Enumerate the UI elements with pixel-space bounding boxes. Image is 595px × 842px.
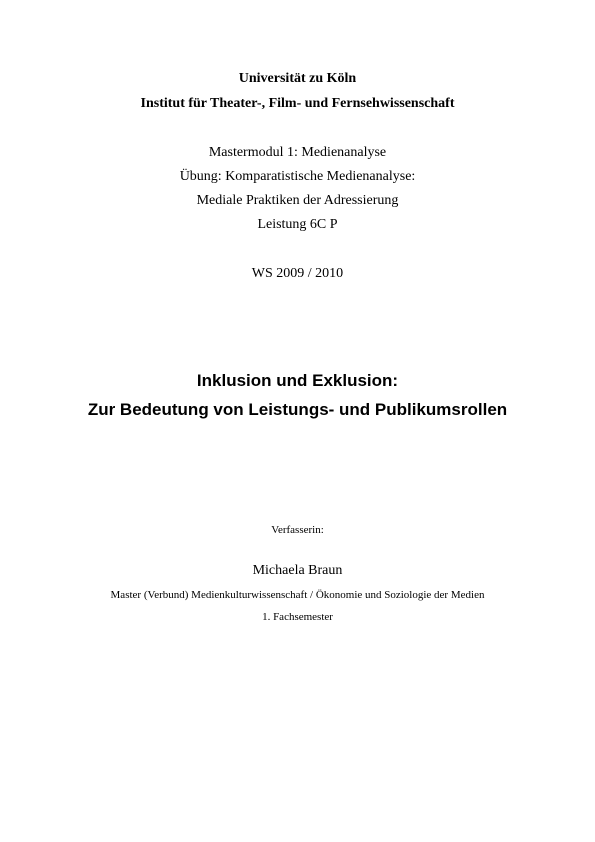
- author-label: Verfasserin:: [271, 524, 324, 536]
- thesis-title-line-1: Inklusion und Exklusion:: [196, 371, 399, 390]
- credit-info: Leistung 6C P: [257, 217, 338, 232]
- institute-name: Institut für Theater-, Film- und Fernsehwissenschaft: [140, 96, 455, 111]
- study-term: 1. Fachsemester: [262, 611, 333, 623]
- study-program: Master (Verbund) Medienkulturwissenschaft / Ökonomie und Soziologie der Medien: [110, 589, 485, 601]
- module-name: Mastermodul 1: Medienanalyse: [208, 145, 387, 160]
- semester: WS 2009 / 2010: [251, 266, 344, 281]
- exercise-subtitle: Mediale Praktiken der Adressierung: [196, 193, 399, 208]
- university-name: Universität zu Köln: [238, 71, 357, 86]
- thesis-title-line-2: Zur Bedeutung von Leistungs- und Publikumsrollen: [87, 400, 508, 419]
- exercise-name: Übung: Komparatistische Medienanalyse:: [179, 169, 416, 184]
- author-name: Michaela Braun: [252, 563, 343, 578]
